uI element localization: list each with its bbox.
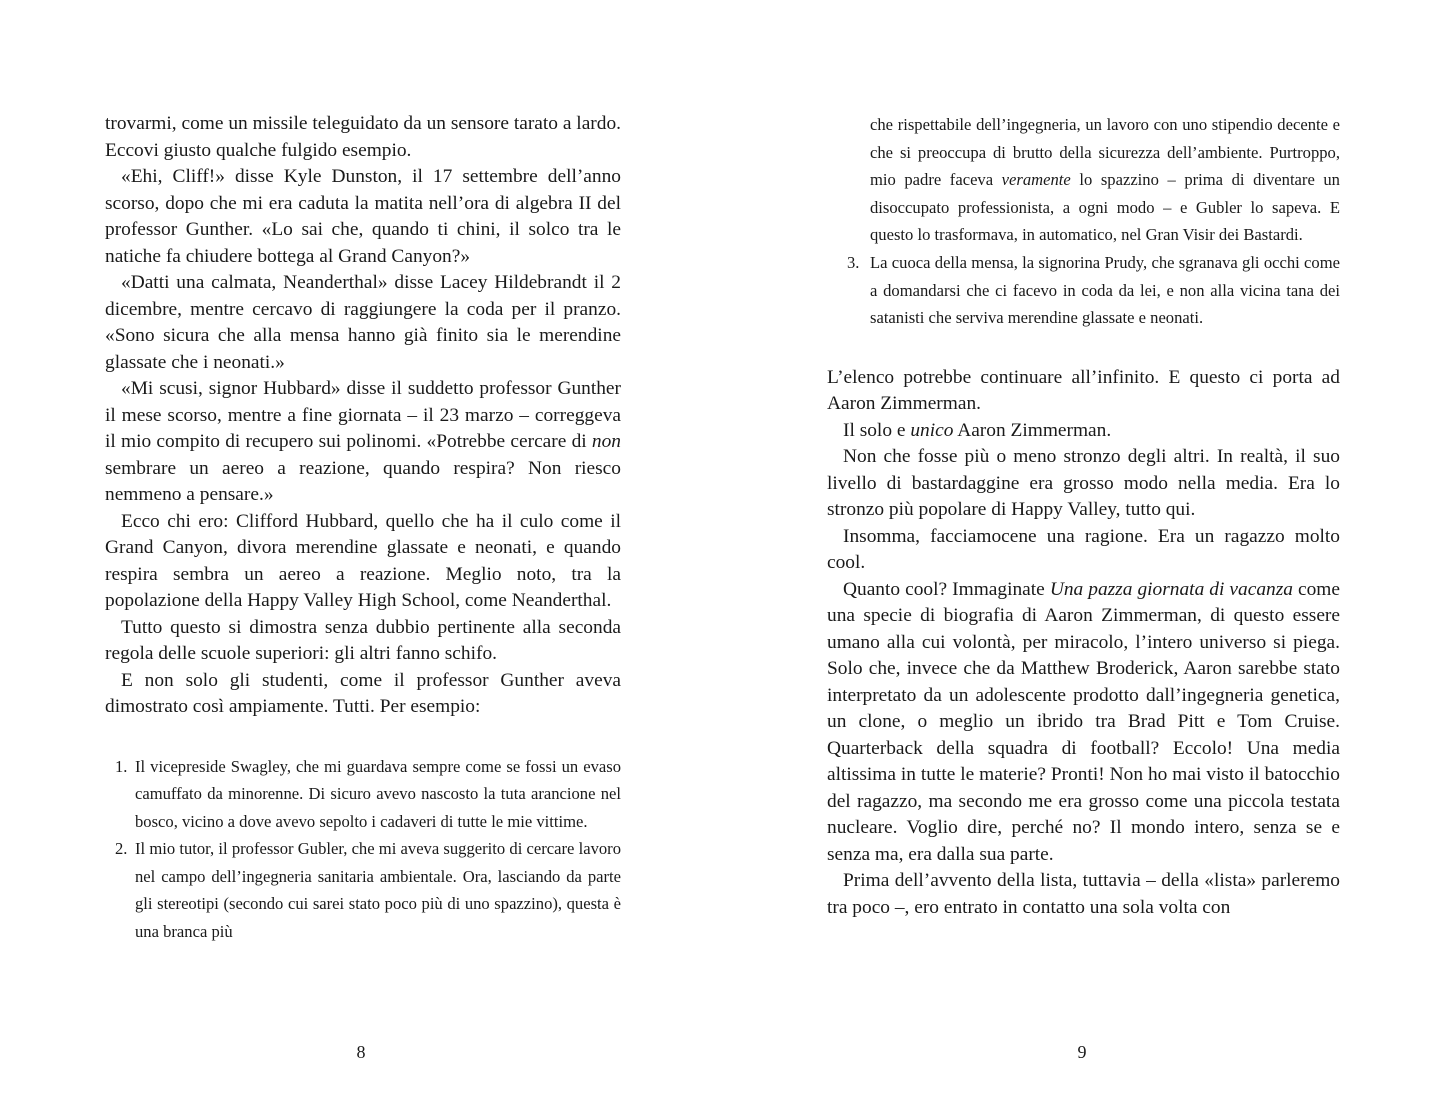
paragraph: E non solo gli studenti, come il professor Gunther aveva dimostrato così ampiamente. Tutti. Per esempio: [105, 669, 621, 717]
italic-emphasis: veramente [1001, 170, 1071, 190]
list-item [105, 835, 621, 945]
paragraph: Tutto questo si dimostra senza dubbio pertinente alla seconda regola delle scuole superiori: gli altri fanno schifo. [105, 616, 621, 664]
page-number: 8 [356, 1042, 366, 1062]
list-number: 3. [847, 252, 860, 272]
paragraph: «Datti una calmata, Neanderthal» disse Lacey Hildebrandt il 2 dicembre, mentre cercavo di raggiungere la coda per il pranzo. «Sono sicura che alla mensa hanno già finito sia le merendine glassate che i neonati.» [105, 272, 621, 373]
list-item-text: La cuoca della mensa, la signorina Prudy, che sgranava gli occhi come a domandarsi che ci facevo in coda da lei, e non alla vicina tana dei satanisti che serviva merendine glassate e neonati. [870, 252, 1340, 328]
italic-emphasis: non [591, 431, 621, 452]
list-item-continuation: che rispettabile dell’ingegneria, un lavoro con uno stipendio decente e che si preoccupa di brutto della sicurezza dell’ambiente. Purtroppo, mio padre faceva veramente lo spazzino – prima di diventare un disoccupato professionista, a ogni modo – e Gubler lo sapeva. E questo lo trasformava, in automatico, nel Gran Visir dei Bastardi. [870, 115, 1340, 245]
paragraph: «Ehi, Cliff!» disse Kyle Dunston, il 17 settembre dell’anno scorso, dopo che mi era caduta la matita nell’ora di algebra II del professor Gunther. «Lo sai che, quando ti chini, il solco tra le natiche fa chiudere bottega al Grand Canyon?» [105, 166, 621, 267]
left-page [0, 0, 722, 1108]
list-number: 2. [115, 839, 128, 859]
list-number: 1. [115, 756, 128, 776]
numbered-list [827, 111, 1340, 332]
list-item-text: Il vicepreside Swagley, che mi guardava sempre come se fossi un evaso camuffato da minorenne. Di sicuro avevo nascosto la tuta arancione nel bosco, vicino a dove avevo sepolto i cadaveri di tutte le mie vittime. [135, 756, 621, 831]
paragraph: L’elenco potrebbe continuare all’infinito. E questo ci porta ad Aaron Zimmerman. [827, 366, 1340, 415]
paragraph: «Mi scusi, signor Hubbard» disse il suddetto professor Gunther il mese scorso, mentre a fine giornata – il 23 marzo – correggeva il mio compito di recupero sui polinomi. «Potrebbe cercare di non sembrare un aereo a reazione, quando respira? Non riesco nemmeno a pensare.» [105, 378, 621, 505]
paragraph: Insomma, facciamocene una ragione. Era un ragazzo molto cool. [827, 525, 1340, 574]
spacer [105, 721, 621, 753]
left-text-block [105, 111, 621, 946]
numbered-list [105, 753, 621, 946]
italic-emphasis: Una pazza giornata di vacanza [1049, 578, 1293, 600]
page-number: 9 [1077, 1042, 1087, 1062]
paragraph: Non che fosse più o meno stronzo degli altri. In realtà, il suo livello di bastardaggine era grosso modo nella media. Era lo stronzo più popolare di Happy Valley, tutto qui. [827, 446, 1340, 521]
paragraph: trovarmi, come un missile teleguidato da un sensore tarato a lardo. Eccovi giusto qualche fulgido esempio. [105, 113, 621, 161]
paragraph: Il solo e unico Aaron Zimmerman. [843, 419, 1112, 441]
italic-emphasis: unico [910, 419, 954, 441]
paragraph: Quanto cool? Immaginate Una pazza giornata di vacanza come una specie di biografia di Aaron Zimmerman, di questo essere umano alla cui volontà, per miracolo, l’intero universo si piega. Solo che, invece che da Matthew Broderick, Aaron sarebbe stato interpretato da un adolescente prodotto dall’ingegneria genetica, un clone, o meglio un ibrido tra Brad Pitt e Tom Cruise. Quarterback della squadra di football? Eccolo! Una media altissima in tutte le materie? Pronti! Non ho mai visto il batocchio del ragazzo, ma secondo me era grosso come una piccola testata nucleare. Voglio dire, perché no? Il mondo intero, senza se e senza ma, era dalla sua parte. [827, 578, 1340, 865]
right-text-block [827, 111, 1340, 921]
list-item [105, 753, 621, 836]
right-page [722, 0, 1444, 1108]
spacer [827, 332, 1340, 365]
paragraph: Prima dell’avvento della lista, tuttavia – della «lista» parleremo tra poco –, ero entrato in contatto una sola volta con [827, 870, 1340, 918]
list-item [827, 249, 1340, 332]
list-item-text: Il mio tutor, il professor Gubler, che mi aveva suggerito di cercare lavoro nel campo dell’ingegneria sanitaria ambientale. Ora, lasciando da parte gli stereotipi (secondo cui sarei stato poco più di uno spazzino), questa è una branca più [135, 839, 621, 942]
paragraph: Ecco chi ero: Clifford Hubbard, quello che ha il culo come il Grand Canyon, divora merendine glassate e neonati, e quando respira sembra un aereo a reazione. Meglio noto, tra la popolazione della Happy Valley High School, come Neanderthal. [105, 510, 621, 611]
